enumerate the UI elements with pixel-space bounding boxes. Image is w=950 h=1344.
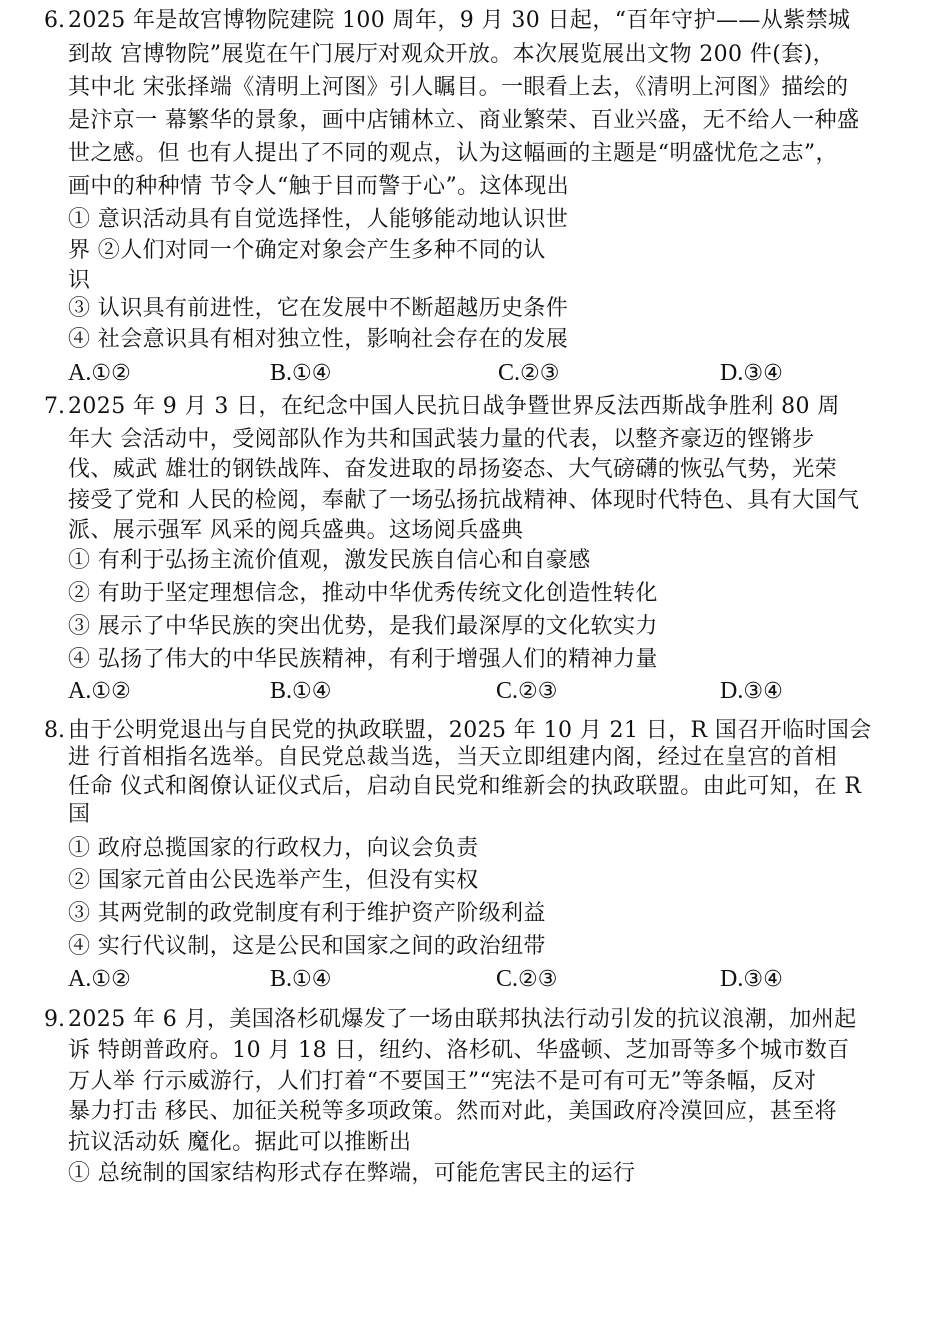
question-stem-line: 诉 特朗普政府。10 月 18 日，纽约、洛杉矶、华盛顿、芝加哥等多个城市数百 (68, 1038, 850, 1063)
option-value: ②③ (520, 361, 560, 386)
option-value: ③④ (743, 679, 783, 704)
question-stem-line: 国 (68, 802, 91, 827)
statement-line: ③ 其两党制的政党制度有利于维护资产阶级利益 (68, 901, 546, 926)
option-value: ②③ (518, 679, 558, 704)
option-letter: A. (68, 966, 92, 992)
question-stem-line: 任命 仪式和阁僚认证仪式后，启动自民党和维新会的执政联盟。由此可知，在 R (68, 774, 862, 799)
option-c[interactable] (498, 356, 559, 391)
option-d[interactable] (720, 356, 783, 391)
option-value: ①② (91, 967, 131, 992)
statement-line: ① 意识活动具有自觉选择性，人能够能动地认识世 (68, 207, 569, 232)
option-value: ①④ (292, 967, 332, 992)
option-b[interactable] (270, 962, 331, 997)
option-value: ③④ (743, 967, 783, 992)
question-number: 6. (44, 8, 65, 33)
statement-line: 界 ②人们对同一个确定对象会产生多种不同的认 (68, 238, 546, 263)
statement-line: ② 有助于坚定理想信念，推动中华优秀传统文化创造性转化 (68, 581, 658, 606)
statement-line: ① 总统制的国家结构形式存在弊端，可能危害民主的运行 (68, 1161, 636, 1186)
option-letter: B. (270, 678, 293, 704)
answer-options (68, 356, 908, 390)
option-value: ①④ (292, 679, 332, 704)
question-number: 8. (44, 718, 65, 743)
question-stem-line: 年大 会活动中，受阅部队作为共和国武装力量的代表，以整齐豪迈的铿锵步 (68, 427, 815, 452)
question-stem-line: 其中北 宋张择端《清明上河图》引人瞩目。一眼看上去，《清明上河图》描绘的 (68, 75, 849, 100)
question-stem-line: 是汴京一 幕繁华的景象，画中店铺林立、商业繁荣、百业兴盛，无不给人一种盛 (68, 108, 860, 133)
question-stem-line: 暴力打击 移民、加征关税等多项政策。然而对此，美国政府冷漠回应，甚至将 (68, 1099, 837, 1124)
option-value: ③④ (743, 361, 783, 386)
statement-line: ① 有利于弘扬主流价值观，激发民族自信心和自豪感 (68, 548, 591, 573)
option-letter: A. (68, 678, 92, 704)
statement-line: ④ 弘扬了伟大的中华民族精神，有利于增强人们的精神力量 (68, 647, 658, 672)
answer-options (68, 962, 908, 996)
question-stem-line: 2025 年 6 月，美国洛杉矶爆发了一场由联邦执法行动引发的抗议浪潮，加州起 (68, 1007, 857, 1032)
option-b[interactable] (270, 356, 331, 391)
question-stem-line: 由于公明党退出与自民党的执政联盟，2025 年 10 月 21 日，R 国召开临时国会 (68, 718, 872, 743)
question-number: 9. (44, 1007, 65, 1032)
option-letter: D. (720, 360, 744, 386)
question-stem-line: 2025 年 9 月 3 日，在纪念中国人民抗日战争暨世界反法西斯战争胜利 80 周 (68, 394, 840, 419)
option-value: ①② (91, 361, 131, 386)
statement-line: 识 (68, 268, 91, 293)
question-stem-line: 2025 年是故宫博物院建院 100 周年，9 月 30 日起，“百年守护——从紫禁城 (68, 8, 851, 33)
question-stem-line: 到故 宫博物院”展览在午门展厅对观众开放。本次展览展出文物 200 件(套)， (68, 42, 835, 67)
question-stem-line: 画中的种种情 节令人“触于目而警于心”。这体现出 (68, 174, 570, 199)
question-stem-line: 伐、威武 雄壮的钢铁战阵、奋发进取的昂扬姿态、大气磅礴的恢弘气势，光荣 (68, 457, 837, 482)
option-letter: A. (68, 360, 92, 386)
option-c[interactable] (496, 674, 557, 709)
option-d[interactable] (720, 674, 783, 709)
question-stem-line: 世之感。但 也有人提出了不同的观点，认为这幅画的主题是“明盛忧危之志”， (68, 141, 838, 166)
statement-line: ③ 认识具有前进性，它在发展中不断超越历史条件 (68, 296, 569, 321)
statement-line: ③ 展示了中华民族的突出优势，是我们最深厚的文化软实力 (68, 614, 658, 639)
statement-line: ① 政府总揽国家的行政权力，向议会负责 (68, 836, 479, 861)
option-value: ①② (91, 679, 131, 704)
question-stem-line: 接受了党和 人民的检阅，奉献了一场弘扬抗战精神、体现时代特色、具有大国气 (68, 488, 860, 513)
option-letter: B. (270, 360, 293, 386)
question-stem-line: 万人举 行示威游行，人们打着“不要国王”“宪法不是可有可无”等条幅，反对 (68, 1069, 817, 1094)
question-stem-line: 抗议活动妖 魔化。据此可以推断出 (68, 1130, 412, 1155)
option-letter: D. (720, 966, 744, 992)
answer-options (68, 674, 908, 708)
option-value: ②③ (518, 967, 558, 992)
option-letter: D. (720, 678, 744, 704)
statement-line: ④ 社会意识具有相对独立性，影响社会存在的发展 (68, 327, 569, 352)
option-d[interactable] (720, 962, 783, 997)
statement-line: ④ 实行代议制，这是公民和国家之间的政治纽带 (68, 934, 546, 959)
question-number: 7. (44, 394, 65, 419)
option-c[interactable] (496, 962, 557, 997)
statement-line: ② 国家元首由公民选举产生，但没有实权 (68, 868, 479, 893)
question-stem-line: 进 行首相指名选举。自民党总裁当选，当天立即组建内阁，经过在皇宫的首相 (68, 745, 837, 770)
option-a[interactable] (68, 674, 131, 709)
option-letter: C. (496, 966, 519, 992)
option-letter: C. (496, 678, 519, 704)
option-letter: C. (498, 360, 521, 386)
option-letter: B. (270, 966, 293, 992)
option-a[interactable] (68, 356, 131, 391)
option-a[interactable] (68, 962, 131, 997)
option-b[interactable] (270, 674, 331, 709)
question-stem-line: 派、展示强军 风采的阅兵盛典。这场阅兵盛典 (68, 518, 524, 543)
option-value: ①④ (292, 361, 332, 386)
